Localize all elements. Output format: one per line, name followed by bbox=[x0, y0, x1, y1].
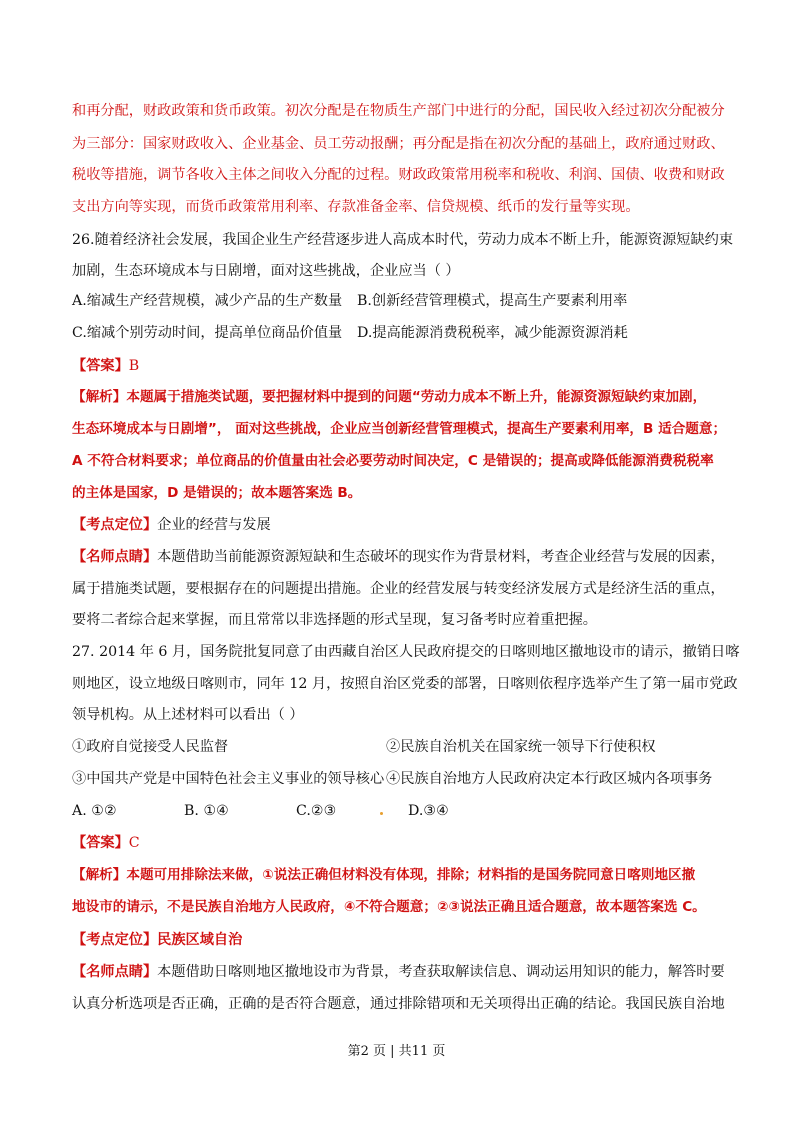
q27-answer bbox=[72, 832, 724, 854]
q27-option-a: A. ①② bbox=[72, 803, 117, 819]
q26-comment bbox=[72, 546, 724, 568]
q27-item-4: ④民族自治地方人民政府决定本行政区城内各项事务 bbox=[386, 771, 713, 787]
answer-value: B bbox=[128, 358, 140, 374]
analysis-text: 本题可用排除法来做，①说法正确但材料没有体现，排除；材料指的是国务院同意日喀则地区撤 bbox=[126, 867, 696, 883]
comment-text: 本题借助当前能源资源短缺和生态破坏的现实作为背景材料，考查企业经营与发展的因素， bbox=[157, 549, 725, 565]
q27-point bbox=[72, 929, 724, 951]
comment-tag: 【名师点睛】 bbox=[72, 549, 158, 565]
question-27-stem: 领导机构。从上述材料可以看出（ ） bbox=[72, 707, 304, 723]
q26-option-b: B.创新经营管理模式，提高生产要素利用率 bbox=[357, 293, 628, 309]
page-footer: 第2 页 | 共11 页 bbox=[347, 1044, 446, 1059]
q27-item-3: ③中国共产党是中国特色社会主义事业的领导核心 bbox=[72, 771, 385, 787]
explanation-line: 和再分配，财政政策和货币政策。初次分配是在物质生产部门中进行的分配，国民收入经过初次分配被分 bbox=[72, 103, 725, 119]
q27-item-2: ②民族自治机关在国家统一领导下行使积权 bbox=[386, 739, 656, 755]
q26-analysis-line: A 不符合材料要求；单位商品的价值量由社会必要劳动时间决定，C 是错误的；提高或降低能源消费税税率 bbox=[72, 453, 714, 469]
q27-option-c: C.②③ bbox=[296, 803, 337, 819]
comment-tag: 【名师点睛】 bbox=[72, 964, 158, 980]
q27-comment bbox=[72, 961, 724, 983]
q26-analysis-line: 的主体是国家，D 是错误的；故本题答案选 B。 bbox=[72, 485, 362, 501]
explanation-line: 为三部分：国家财政收入、企业基金、员工劳动报酬；再分配是指在初次分配的基础上，政府通过财政、 bbox=[72, 136, 725, 152]
analysis-tag: 【解析】 bbox=[72, 867, 127, 883]
point-text: 企业的经营与发展 bbox=[157, 517, 271, 533]
answer-tag: 【答案】 bbox=[72, 835, 129, 851]
q26-option-a: A.缩减生产经营规模，减少产品的生产数量 bbox=[72, 293, 343, 309]
answer-tag: 【答案】 bbox=[72, 358, 129, 374]
question-26-stem: 26.随着经济社会发展，我国企业生产经营逐步进人高成本时代，劳动力成本不断上升，能源资源短缺约束 bbox=[72, 232, 734, 248]
analysis-tag: 【解析】 bbox=[72, 389, 127, 405]
comment-text: 本题借助日喀则地区撤地设市为背景，考查获取解读信息、调动运用知识的能力，解答时要 bbox=[157, 964, 725, 980]
question-26-stem: 加剧，生态环境成本与日剧增，面对这些挑战，企业应当（ ） bbox=[72, 263, 460, 279]
q26-option-c: C.缩减个别劳动时间，提高单位商品价值量 bbox=[72, 325, 343, 341]
point-tag: 【考点定位】 bbox=[72, 932, 158, 948]
q26-comment-line: 属于措施类试题，要根据存在的问题提出措施。企业的经营发展与转变经济发展方式是经济生活的重点， bbox=[72, 581, 725, 597]
explanation-line: 税收等措施，调节各收入主体之间收入分配的过程。财政政策常用税率和税收、利润、国债、收费和财政 bbox=[72, 167, 725, 183]
answer-value: C bbox=[128, 835, 140, 851]
q26-option-d: D.提高能源消费税税率，减少能源资源消耗 bbox=[357, 325, 628, 341]
explanation-line: 支出方向等实现，而货币政策常用利率、存款准备金率、信贷规模、纸币的发行量等实现。 bbox=[72, 199, 640, 215]
stray-mark bbox=[380, 812, 383, 815]
q27-option-b: B. ①④ bbox=[184, 803, 229, 819]
q27-analysis bbox=[72, 864, 724, 886]
point-tag: 【考点定位】 bbox=[72, 517, 158, 533]
q27-analysis-line: 地设市的请示，不是民族自治地方人民政府，④不符合题意；②③说法正确且适合题意，故本题答案选 C。 bbox=[72, 899, 706, 915]
q26-point bbox=[72, 514, 724, 536]
q27-item-1: ①政府自觉接受人民监督 bbox=[72, 739, 229, 755]
q27-comment-line: 认真分析选项是否正确，正确的是否符合题意，通过排除错项和无关项得出正确的结论。我国民族自治地 bbox=[72, 996, 725, 1012]
point-text: 民族区域自治 bbox=[157, 932, 243, 948]
q26-comment-line: 要将二者综合起来掌握，而且常常以非选择题的形式呈现，复习备考时应着重把握。 bbox=[72, 612, 597, 628]
q26-analysis-line: 生态环境成本与日剧增”， 面对这些挑战，企业应当创新经营管理模式，提高生产要素利用率，B 适合题意； bbox=[72, 421, 727, 437]
q26-answer bbox=[72, 355, 724, 377]
question-27-stem: 27. 2014 年 6 月，国务院批复同意了由西藏自治区人民政府提交的日喀则地区撤地设市的请示，撤销日喀 bbox=[72, 644, 740, 660]
q26-analysis bbox=[72, 386, 724, 408]
q27-option-d: D.③④ bbox=[408, 803, 449, 819]
analysis-text: 本题属于措施类试题，要把握材料中提到的问题“劳动力成本不断上升，能源资源短缺约束加剧， bbox=[126, 389, 707, 405]
question-27-stem: 则地区，设立地级日喀则市，同年 12 月，按照自治区党委的部署，日喀则依程序选举产生了第一届市党政 bbox=[72, 676, 738, 692]
